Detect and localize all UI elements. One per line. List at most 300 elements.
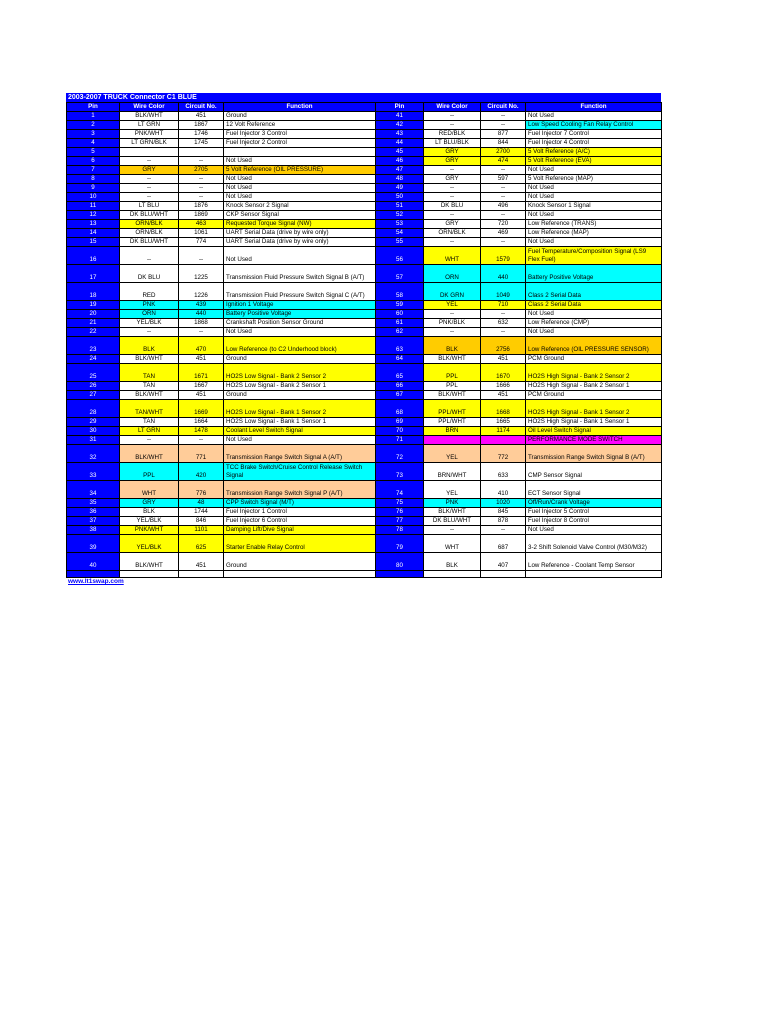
pin-cell: 80 [376, 553, 424, 571]
function-cell: Fuel Injector 8 Control [526, 517, 662, 526]
wire-color-cell: TAN [120, 382, 179, 391]
table-row [67, 481, 662, 499]
pin-cell: 55 [376, 238, 424, 247]
wire-color-cell: BLK/WHT [120, 112, 179, 121]
pin-cell: 50 [376, 193, 424, 202]
wire-color-cell: GRY [424, 175, 481, 184]
function-cell: Fuel Injector 4 Control [526, 139, 662, 148]
header-pin-right: Pin [376, 103, 424, 112]
function-cell: Not Used [526, 526, 662, 535]
function-cell: HO2S High Signal - Bank 2 Sensor 1 [526, 382, 662, 391]
pin-cell: 7 [67, 166, 120, 175]
pin-cell: 76 [376, 508, 424, 517]
circuit-number-cell [481, 436, 526, 445]
function-cell: Not Used [526, 328, 662, 337]
circuit-number-cell: 1670 [481, 364, 526, 382]
pin-cell: 22 [67, 328, 120, 337]
table-row [67, 229, 662, 238]
table-row [67, 436, 662, 445]
circuit-number-cell: 407 [481, 553, 526, 571]
wire-color-cell: BLK/WHT [424, 391, 481, 400]
circuit-number-cell: 1061 [179, 229, 224, 238]
function-cell: Fuel Injector 5 Control [526, 508, 662, 517]
pin-cell: 54 [376, 229, 424, 238]
pin-cell: 78 [376, 526, 424, 535]
circuit-number-cell: 633 [481, 463, 526, 481]
function-cell: HO2S High Signal - Bank 1 Sensor 2 [526, 400, 662, 418]
circuit-number-cell: 474 [481, 157, 526, 166]
circuit-number-cell: -- [481, 238, 526, 247]
pin-cell: 40 [67, 553, 120, 571]
wire-color-cell: BLK/WHT [424, 355, 481, 364]
circuit-number-cell: 1049 [481, 283, 526, 301]
circuit-number-cell: 1669 [179, 400, 224, 418]
wire-color-cell: -- [424, 112, 481, 121]
wire-color-cell [120, 148, 179, 157]
circuit-number-cell: -- [481, 310, 526, 319]
circuit-number-cell: -- [481, 193, 526, 202]
pin-cell: 35 [67, 499, 120, 508]
function-cell: Transmission Fluid Pressure Switch Signal C (A/T) [224, 283, 376, 301]
pin-cell: 39 [67, 535, 120, 553]
wire-color-cell: GRY [120, 166, 179, 175]
wire-color-cell: DK BLU [120, 265, 179, 283]
empty-cell [481, 571, 526, 578]
table-row [67, 238, 662, 247]
table-row [67, 508, 662, 517]
circuit-number-cell: -- [179, 436, 224, 445]
wire-color-cell: DK BLU [424, 202, 481, 211]
wire-color-cell: PNK [120, 301, 179, 310]
function-cell: Low Reference - Coolant Temp Sensor [526, 553, 662, 571]
wire-color-cell: BLK [424, 337, 481, 355]
function-cell: Not Used [224, 436, 376, 445]
function-cell: UART Serial Data (drive by wire only) [224, 229, 376, 238]
circuit-number-cell: 1478 [179, 427, 224, 436]
circuit-number-cell: 1665 [481, 418, 526, 427]
wire-color-cell: RED/BLK [424, 130, 481, 139]
pin-cell: 73 [376, 463, 424, 481]
function-cell: ECT Sensor Signal [526, 481, 662, 499]
circuit-number-cell: 451 [179, 391, 224, 400]
pin-cell: 45 [376, 148, 424, 157]
pin-cell: 23 [67, 337, 120, 355]
function-cell: CPP Switch Signal (M/T) [224, 499, 376, 508]
pin-cell: 51 [376, 202, 424, 211]
pin-cell: 27 [67, 391, 120, 400]
pin-cell: 4 [67, 139, 120, 148]
wire-color-cell: GRY [120, 499, 179, 508]
pin-cell: 32 [67, 445, 120, 463]
circuit-number-cell: 772 [481, 445, 526, 463]
circuit-number-cell: -- [179, 193, 224, 202]
wire-color-cell: YEL/BLK [120, 319, 179, 328]
circuit-number-cell: -- [481, 184, 526, 193]
circuit-number-cell: 1868 [179, 319, 224, 328]
function-cell: Low Reference (MAP) [526, 229, 662, 238]
circuit-number-cell: -- [481, 211, 526, 220]
table-row [67, 211, 662, 220]
pin-cell: 69 [376, 418, 424, 427]
function-cell: Transmission Range Switch Signal B (A/T) [526, 445, 662, 463]
pin-cell: 3 [67, 130, 120, 139]
circuit-number-cell: 687 [481, 535, 526, 553]
header-wire-color-left: Wire Color [120, 103, 179, 112]
table-row [67, 391, 662, 400]
function-cell: Fuel Injector 2 Control [224, 139, 376, 148]
circuit-number-cell: -- [179, 184, 224, 193]
pin-cell: 31 [67, 436, 120, 445]
circuit-number-cell: 1020 [481, 499, 526, 508]
wire-color-cell: -- [424, 238, 481, 247]
wire-color-cell: YEL/BLK [120, 517, 179, 526]
function-cell: CKP Sensor Signal [224, 211, 376, 220]
wire-color-cell: PPL [120, 463, 179, 481]
sheet-title: 2003-2007 TRUCK Connector C1 BLUE [66, 93, 661, 102]
function-cell: Ground [224, 355, 376, 364]
pin-cell: 10 [67, 193, 120, 202]
function-cell: Low Reference (TRANS) [526, 220, 662, 229]
pin-cell: 33 [67, 463, 120, 481]
pin-cell: 38 [67, 526, 120, 535]
circuit-number-cell: 1226 [179, 283, 224, 301]
function-cell: Not Used [526, 193, 662, 202]
table-row [67, 301, 662, 310]
circuit-number-cell: 451 [179, 112, 224, 121]
function-cell: Ground [224, 112, 376, 121]
circuit-number-cell: 878 [481, 517, 526, 526]
website-link[interactable]: www.lt1swap.com [68, 578, 124, 585]
circuit-number-cell [179, 148, 224, 157]
circuit-number-cell: 776 [179, 481, 224, 499]
circuit-number-cell: 774 [179, 238, 224, 247]
function-cell: Knock Sensor 2 Signal [224, 202, 376, 211]
circuit-number-cell: -- [481, 166, 526, 175]
circuit-number-cell: 1101 [179, 526, 224, 535]
wire-color-cell: ORN/BLK [424, 229, 481, 238]
wire-color-cell: YEL/BLK [120, 535, 179, 553]
table-row [67, 157, 662, 166]
circuit-number-cell: 710 [481, 301, 526, 310]
function-cell: Class 2 Serial Data [526, 283, 662, 301]
circuit-number-cell: 451 [179, 553, 224, 571]
function-cell: Not Used [224, 193, 376, 202]
table-row [67, 337, 662, 355]
table-row [67, 427, 662, 436]
circuit-number-cell: 451 [481, 391, 526, 400]
wire-color-cell: PNK/WHT [120, 526, 179, 535]
pin-cell: 43 [376, 130, 424, 139]
function-cell: Low Reference (CMP) [526, 319, 662, 328]
wire-color-cell: BLK/WHT [424, 508, 481, 517]
wire-color-cell: YEL [424, 301, 481, 310]
table-row [67, 355, 662, 364]
table-row [67, 310, 662, 319]
function-cell: Not Used [526, 211, 662, 220]
wire-color-cell: BLK [120, 508, 179, 517]
function-cell: Fuel Injector 6 Control [224, 517, 376, 526]
function-cell: HO2S High Signal - Bank 2 Sensor 2 [526, 364, 662, 382]
wire-color-cell: WHT [120, 481, 179, 499]
circuit-number-cell: 410 [481, 481, 526, 499]
function-cell: HO2S Low Signal - Bank 1 Sensor 1 [224, 418, 376, 427]
table-row [67, 148, 662, 157]
table-row [67, 247, 662, 265]
pin-cell: 18 [67, 283, 120, 301]
pin-cell: 53 [376, 220, 424, 229]
circuit-number-cell: 1174 [481, 427, 526, 436]
wire-color-cell: DK BLU/WHT [120, 238, 179, 247]
pin-cell: 75 [376, 499, 424, 508]
pin-cell: 26 [67, 382, 120, 391]
table-row [67, 364, 662, 382]
function-cell: CMP Sensor Signal [526, 463, 662, 481]
function-cell: Damping Lift/Dive Signal [224, 526, 376, 535]
function-cell: Not Used [526, 238, 662, 247]
header-row [67, 103, 662, 112]
function-cell: Class 2 Serial Data [526, 301, 662, 310]
pin-cell: 64 [376, 355, 424, 364]
function-cell: Ground [224, 553, 376, 571]
wire-color-cell: ORN/BLK [120, 229, 179, 238]
empty-cell [120, 571, 179, 578]
wire-color-cell: DK BLU/WHT [120, 211, 179, 220]
circuit-number-cell: 844 [481, 139, 526, 148]
circuit-number-cell: 771 [179, 445, 224, 463]
wire-color-cell: WHT [424, 535, 481, 553]
function-cell: Fuel Injector 7 Control [526, 130, 662, 139]
pin-cell: 42 [376, 121, 424, 130]
table-row [67, 121, 662, 130]
function-cell: HO2S Low Signal - Bank 1 Sensor 2 [224, 400, 376, 418]
wire-color-cell: TAN [120, 364, 179, 382]
empty-cell [179, 571, 224, 578]
function-cell: Low Reference (to C2 Underhood block) [224, 337, 376, 355]
circuit-number-cell: 1666 [481, 382, 526, 391]
function-cell: Transmission Range Switch Signal A (A/T) [224, 445, 376, 463]
wire-color-cell: GRY [424, 157, 481, 166]
circuit-number-cell: 625 [179, 535, 224, 553]
pin-cell: 8 [67, 175, 120, 184]
wire-color-cell: LT GRN [120, 427, 179, 436]
wire-color-cell: PPL/WHT [424, 418, 481, 427]
pin-cell: 58 [376, 283, 424, 301]
wire-color-cell: YEL [424, 445, 481, 463]
wire-color-cell: -- [424, 328, 481, 337]
function-cell: Not Used [526, 184, 662, 193]
pin-cell: 19 [67, 301, 120, 310]
table-row [67, 445, 662, 463]
pin-cell: 15 [67, 238, 120, 247]
function-cell: Starter Enable Relay Control [224, 535, 376, 553]
pin-cell: 12 [67, 211, 120, 220]
table-row [67, 463, 662, 481]
function-cell: PCM Ground [526, 391, 662, 400]
circuit-number-cell: 439 [179, 301, 224, 310]
pin-cell: 46 [376, 157, 424, 166]
wire-color-cell: -- [120, 175, 179, 184]
table-row [67, 535, 662, 553]
pin-cell: 21 [67, 319, 120, 328]
circuit-number-cell: 440 [481, 265, 526, 283]
circuit-number-cell: 1668 [481, 400, 526, 418]
header-function-left: Function [224, 103, 376, 112]
circuit-number-cell: 846 [179, 517, 224, 526]
wire-color-cell: BLK [120, 337, 179, 355]
pin-cell: 62 [376, 328, 424, 337]
pin-cell: 11 [67, 202, 120, 211]
table-row [67, 112, 662, 121]
circuit-number-cell: 496 [481, 202, 526, 211]
pin-cell: 59 [376, 301, 424, 310]
table-row [67, 139, 662, 148]
wire-color-cell: ORN [424, 265, 481, 283]
function-cell: Not Used [224, 157, 376, 166]
pin-cell: 20 [67, 310, 120, 319]
pin-cell: 71 [376, 436, 424, 445]
function-cell: PERFORMANCE MODE SWITCH [526, 436, 662, 445]
table-row [67, 193, 662, 202]
function-cell: Ignition 1 Voltage [224, 301, 376, 310]
wire-color-cell: -- [120, 436, 179, 445]
pin-cell: 36 [67, 508, 120, 517]
circuit-number-cell: -- [481, 121, 526, 130]
function-cell: HO2S Low Signal - Bank 2 Sensor 2 [224, 364, 376, 382]
function-cell: HO2S High Signal - Bank 1 Sensor 1 [526, 418, 662, 427]
pin-cell: 77 [376, 517, 424, 526]
function-cell: Knock Sensor 1 Signal [526, 202, 662, 211]
wire-color-cell: -- [424, 184, 481, 193]
table-row [67, 526, 662, 535]
header-wire-color-right: Wire Color [424, 103, 481, 112]
pin-cell: 57 [376, 265, 424, 283]
wire-color-cell: -- [120, 193, 179, 202]
wire-color-cell: BLK/WHT [120, 445, 179, 463]
pin-cell: 61 [376, 319, 424, 328]
wire-color-cell: BRN [424, 427, 481, 436]
pin-cell: 5 [67, 148, 120, 157]
pin-cell: 34 [67, 481, 120, 499]
circuit-number-cell: 440 [179, 310, 224, 319]
function-cell: 3-2 Shift Solenoid Valve Control (M30/M32) [526, 535, 662, 553]
pin-cell: 30 [67, 427, 120, 436]
pin-cell: 41 [376, 112, 424, 121]
connector-sheet [66, 93, 661, 586]
circuit-number-cell: -- [179, 328, 224, 337]
function-cell: Not Used [526, 310, 662, 319]
pin-cell: 6 [67, 157, 120, 166]
function-cell: 5 Volt Reference (A/C) [526, 148, 662, 157]
function-cell: 12 Volt Reference [224, 121, 376, 130]
wire-color-cell: LT GRN [120, 121, 179, 130]
function-cell: Low Speed Cooling Fan Relay Control [526, 121, 662, 130]
empty-cell [224, 571, 376, 578]
wire-color-cell: TAN/WHT [120, 400, 179, 418]
pin-cell: 70 [376, 427, 424, 436]
function-cell: Coolant Level Switch Signal [224, 427, 376, 436]
function-cell: Not Used [526, 112, 662, 121]
pin-cell: 29 [67, 418, 120, 427]
circuit-number-cell: 1579 [481, 247, 526, 265]
wire-color-cell: -- [424, 166, 481, 175]
function-cell: Fuel Injector 1 Control [224, 508, 376, 517]
pin-cell: 9 [67, 184, 120, 193]
function-cell: Not Used [224, 247, 376, 265]
circuit-number-cell: -- [481, 328, 526, 337]
circuit-number-cell: 470 [179, 337, 224, 355]
wire-color-cell: -- [424, 526, 481, 535]
table-row [67, 400, 662, 418]
table-row [67, 553, 662, 571]
function-cell: Ground [224, 391, 376, 400]
function-cell: Not Used [224, 175, 376, 184]
pin-cell: 68 [376, 400, 424, 418]
header-circuit-left: Circuit No. [179, 103, 224, 112]
pin-cell: 79 [376, 535, 424, 553]
circuit-number-cell: 720 [481, 220, 526, 229]
circuit-number-cell: 451 [179, 355, 224, 364]
circuit-number-cell: 469 [481, 229, 526, 238]
table-row [67, 175, 662, 184]
wire-color-cell: -- [424, 310, 481, 319]
empty-cell [67, 571, 120, 578]
function-cell: Fuel Injector 3 Control [224, 130, 376, 139]
pin-cell: 28 [67, 400, 120, 418]
pin-cell: 25 [67, 364, 120, 382]
circuit-number-cell: 420 [179, 463, 224, 481]
function-cell: Battery Positive Voltage [526, 265, 662, 283]
function-cell: 5 Volt Reference (MAP) [526, 175, 662, 184]
header-function-right: Function [526, 103, 662, 112]
wire-color-cell: PNK [424, 499, 481, 508]
wire-color-cell: GRY [424, 148, 481, 157]
circuit-number-cell: 451 [481, 355, 526, 364]
wire-color-cell: -- [120, 247, 179, 265]
table-row [67, 130, 662, 139]
circuit-number-cell: 1225 [179, 265, 224, 283]
wire-color-cell: PNK/WHT [120, 130, 179, 139]
circuit-number-cell: 463 [179, 220, 224, 229]
circuit-number-cell: -- [179, 247, 224, 265]
table-row [67, 283, 662, 301]
function-cell: Crankshaft Position Sensor Ground [224, 319, 376, 328]
header-circuit-right: Circuit No. [481, 103, 526, 112]
function-cell: Not Used [224, 184, 376, 193]
function-cell: TCC Brake Switch/Cruise Control Release Switch Signal [224, 463, 376, 481]
table-row [67, 184, 662, 193]
pin-cell: 2 [67, 121, 120, 130]
table-row [67, 202, 662, 211]
function-cell: 5 Volt Reference (EVA) [526, 157, 662, 166]
pin-cell: 1 [67, 112, 120, 121]
empty-cell [526, 571, 662, 578]
table-row [67, 418, 662, 427]
pin-cell: 24 [67, 355, 120, 364]
wire-color-cell: WHT [424, 247, 481, 265]
wire-color-cell: DK BLU/WHT [424, 517, 481, 526]
wire-color-cell [424, 436, 481, 445]
circuit-number-cell: 1744 [179, 508, 224, 517]
table-row [67, 166, 662, 175]
table-row-empty [67, 571, 662, 578]
pin-cell: 48 [376, 175, 424, 184]
pin-cell: 16 [67, 247, 120, 265]
function-cell: Oil Level Switch Signal [526, 427, 662, 436]
function-cell: Not Used [224, 328, 376, 337]
wire-color-cell: PPL/WHT [424, 400, 481, 418]
wire-color-cell: YEL [424, 481, 481, 499]
wire-color-cell: BLK/WHT [120, 355, 179, 364]
